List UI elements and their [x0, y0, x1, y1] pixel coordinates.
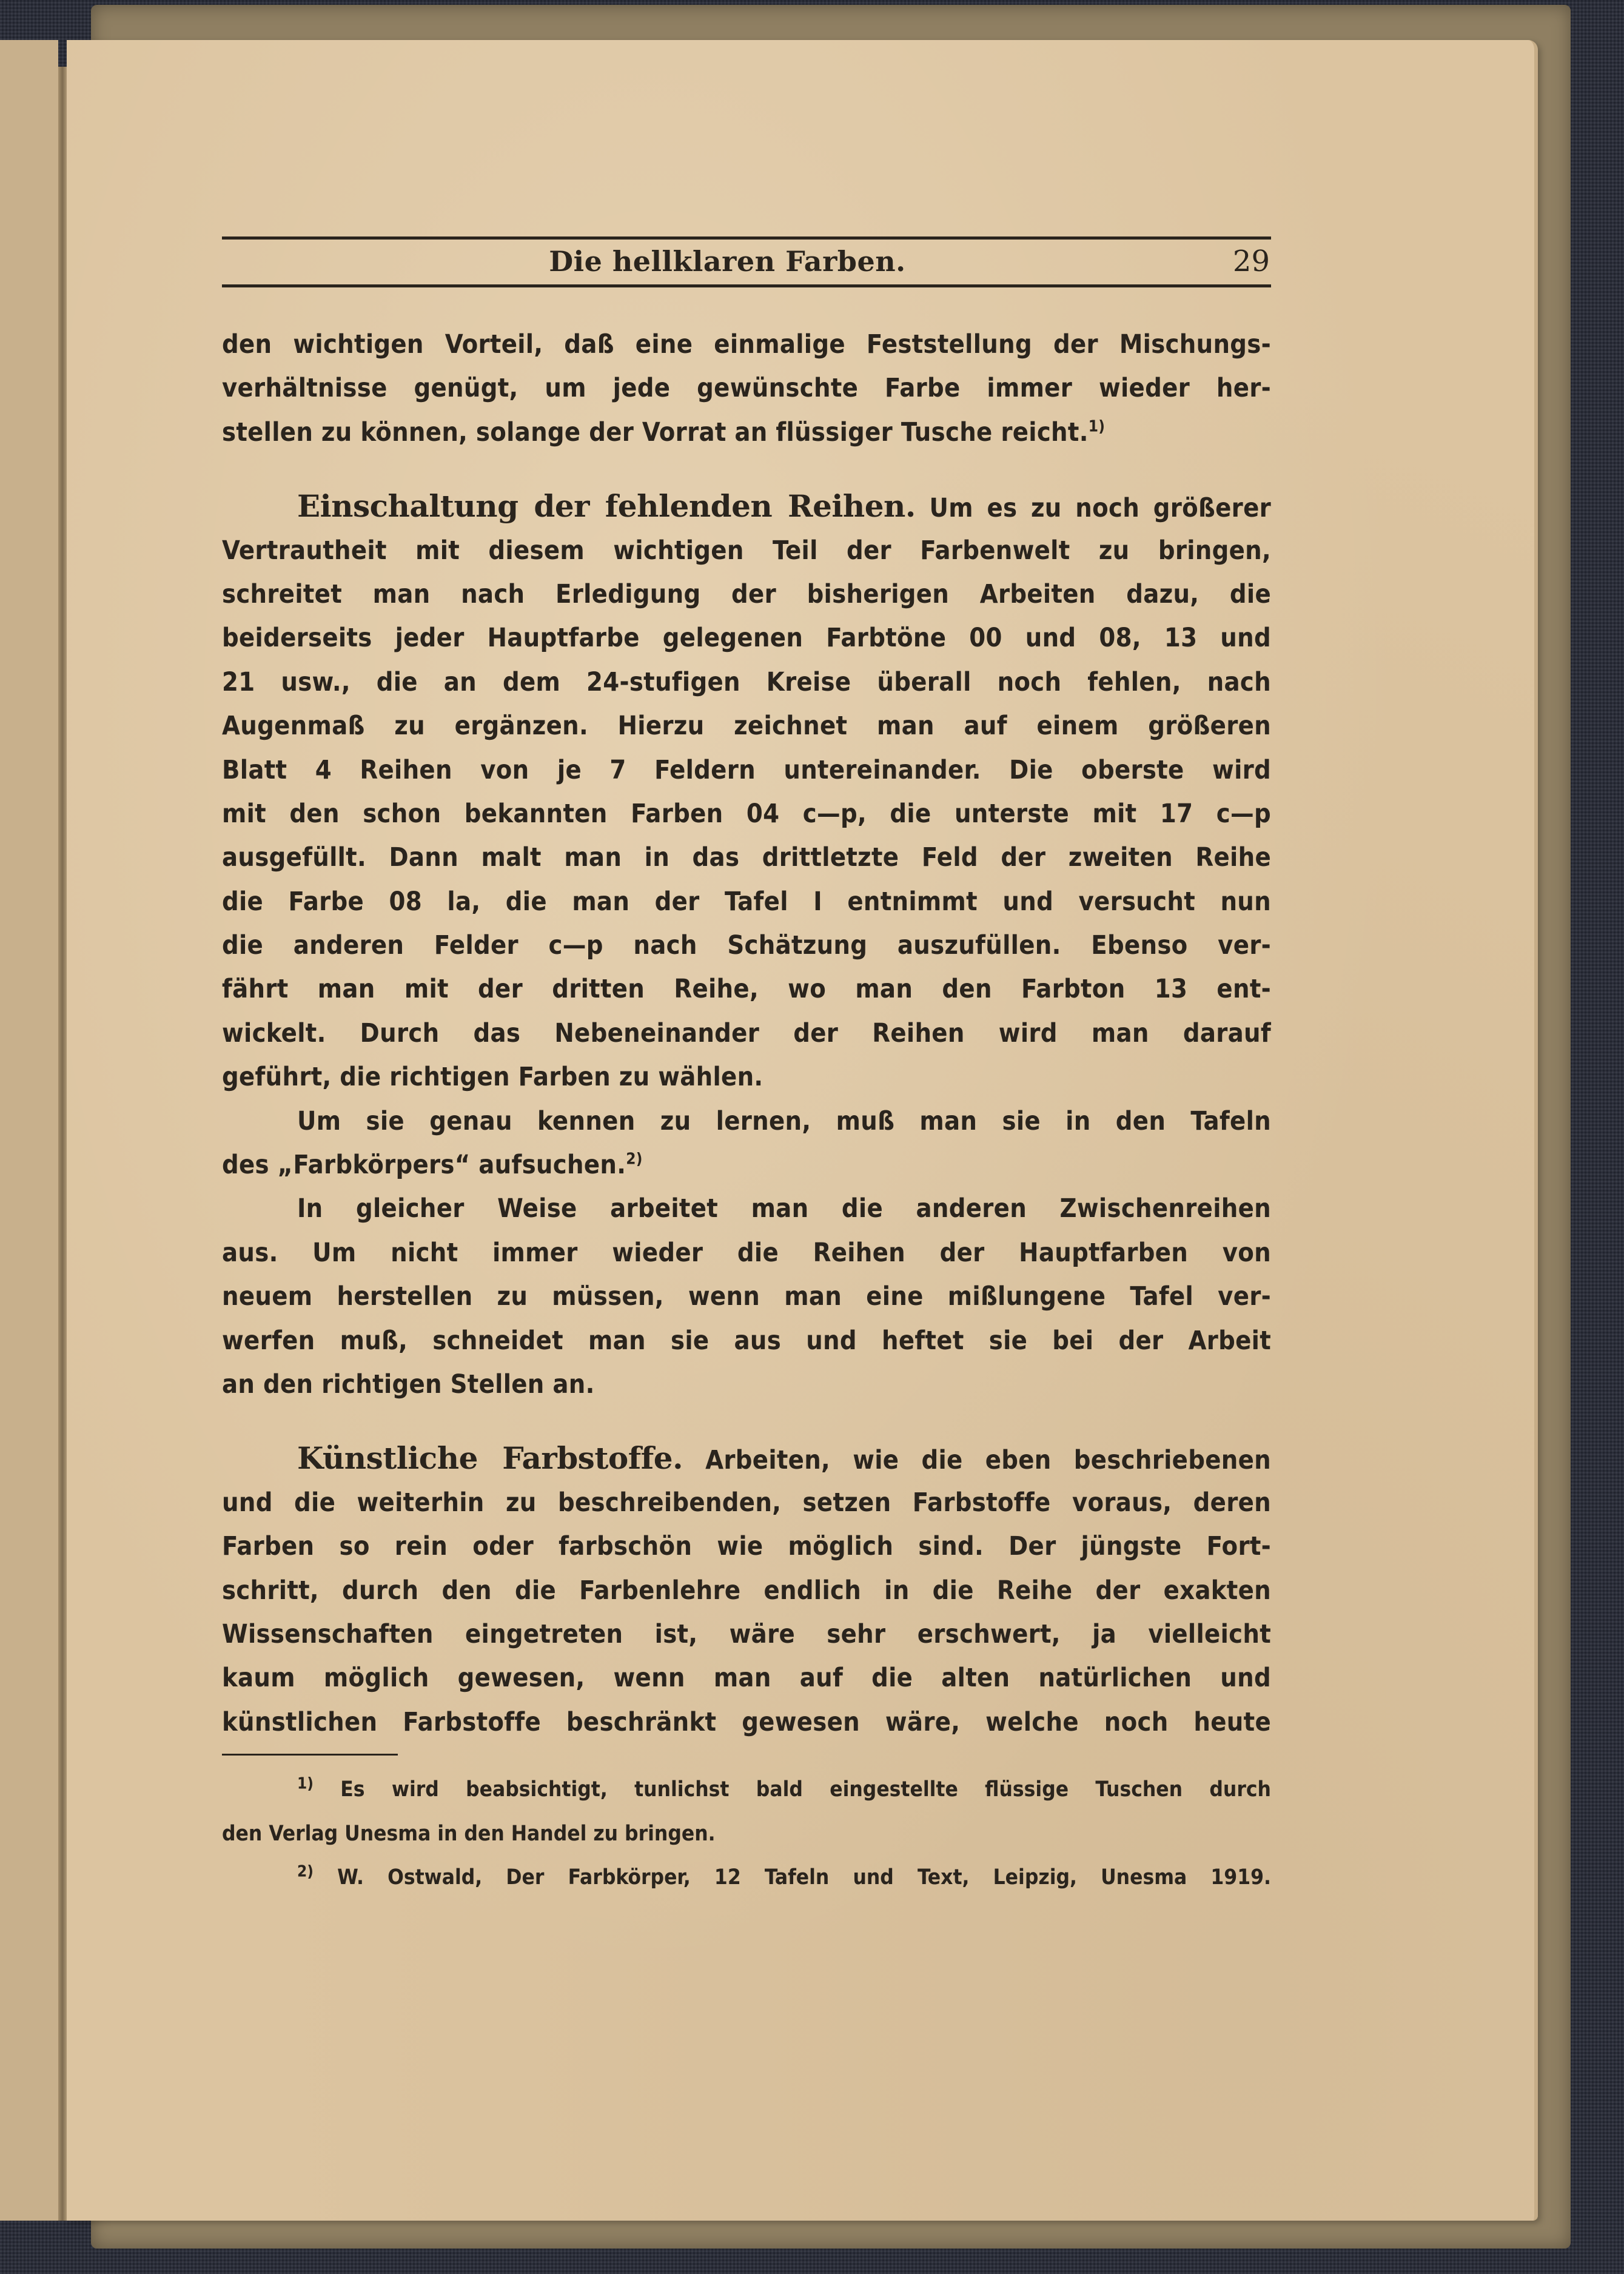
- text-line: mit den schon bekannten Farben 04 c—p, die unterste mit 17 c—p: [222, 798, 1271, 829]
- page-number: 29: [1232, 244, 1270, 278]
- section-first-line: [222, 1437, 1271, 1480]
- text-line: ausgefüllt. Dann malt man in das drittletzte Feld der zweiten Reihe: [222, 842, 1271, 873]
- text-line: beiderseits jeder Hauptfarbe gelegenen Farbtöne 00 und 08, 13 und: [222, 623, 1271, 654]
- text-line-content: des „Farbkörpers“ aufsuchen.: [222, 1150, 626, 1181]
- header-rule-bottom: [222, 284, 1271, 287]
- footnotes: [222, 1771, 1271, 1903]
- footnote-ref-2[interactable]: 2): [626, 1150, 643, 1169]
- text-line: Augenmaß zu ergänzen. Hierzu zeichnet man auf einem größeren: [222, 711, 1271, 742]
- paragraph-gap: [222, 1406, 1271, 1437]
- text-line: fährt man mit der dritten Reihe, wo man den Farbton 13 ent-: [222, 974, 1271, 1005]
- text-line: werfen muß, schneidet man sie aus und heftet sie bei der Arbeit: [222, 1325, 1271, 1356]
- text-line: geführt, die richtigen Farben zu wählen.: [222, 1062, 763, 1093]
- text-line: Um sie genau kennen zu lernen, muß man sie in den Tafeln: [297, 1105, 1271, 1136]
- book-gutter: [58, 67, 67, 2221]
- footnote-text: W. Ostwald, Der Farbkörper, 12 Tafeln und Text, Leipzig, Unesma 1919.: [337, 1865, 1271, 1890]
- footnote-1-continued: den Verlag Unesma in den Handel zu bringen.: [222, 1821, 716, 1846]
- text-line: wickelt. Durch das Nebeneinander der Reihen wird man darauf: [222, 1018, 1271, 1048]
- text-line: an den richtigen Stellen an.: [222, 1369, 595, 1400]
- text-line: schritt, durch den die Farbenlehre endlich in die Reihe der exakten: [222, 1575, 1271, 1606]
- section-first-line: [222, 485, 1271, 528]
- text-line-content: Arbeiten, wie die eben beschriebenen: [705, 1445, 1271, 1476]
- footnote-text: Es wird beabsichtigt, tunlichst bald eingestellte flüssige Tuschen durch: [340, 1777, 1271, 1802]
- body-text: [222, 323, 1271, 1744]
- footnote-separator: [222, 1754, 398, 1756]
- footnote-marker: 2): [297, 1862, 314, 1881]
- running-header: [222, 240, 1271, 284]
- text-line: schreitet man nach Erledigung der bisherigen Arbeiten dazu, die: [222, 579, 1271, 609]
- text-line: Blatt 4 Reihen von je 7 Feldern untereinander. Die oberste wird: [222, 754, 1271, 785]
- footnote-2: [222, 1859, 1271, 1903]
- facing-page-edge: [0, 40, 58, 2221]
- footnote-ref-1[interactable]: 1): [1088, 417, 1106, 436]
- text-line: und die weiterhin zu beschreibenden, setzen Farbstoffe voraus, deren: [222, 1487, 1271, 1518]
- text-line: [222, 411, 1271, 454]
- text-line: Vertrautheit mit diesem wichtigen Teil der Farbenwelt zu bringen,: [222, 535, 1271, 566]
- text-line: künstlichen Farbstoffe beschränkt gewesen wäre, welche noch heute: [222, 1706, 1271, 1737]
- text-line: neuem herstellen zu müssen, wenn man eine mißlungene Tafel ver-: [222, 1281, 1271, 1312]
- text-line: aus. Um nicht immer wieder die Reihen der Hauptfarben von: [222, 1237, 1271, 1268]
- paragraph-gap: [222, 454, 1271, 485]
- page-content: [222, 236, 1271, 1903]
- text-line: kaum möglich gewesen, wenn man auf die alten natürlichen und: [222, 1663, 1271, 1694]
- footnote-1: [222, 1771, 1271, 1815]
- running-title: Die hellklaren Farben.: [549, 245, 906, 278]
- text-line: In gleicher Weise arbeitet man die anderen Zwischenreihen: [297, 1193, 1271, 1224]
- text-line-content: Um es zu noch größerer: [929, 493, 1271, 524]
- text-line: 21 usw., die an dem 24-stufigen Kreise überall noch fehlen, nach: [222, 666, 1271, 697]
- text-line: den wichtigen Vorteil, daß eine einmalige Feststellung der Mischungs-: [222, 329, 1271, 360]
- text-line: Wissenschaften eingetreten ist, wäre sehr erschwert, ja vielleicht: [222, 1618, 1271, 1649]
- text-line: die anderen Felder c—p nach Schätzung auszufüllen. Ebenso ver-: [222, 930, 1271, 961]
- text-line: die Farbe 08 la, die man der Tafel I entnimmt und versucht nun: [222, 886, 1271, 917]
- text-line: verhältnisse genügt, um jede gewünschte Farbe immer wieder her-: [222, 373, 1271, 404]
- section-heading-kuenstliche-farbstoffe: Künstliche Farbstoffe.: [297, 1440, 683, 1477]
- text-line: [222, 1143, 1271, 1187]
- footnote-marker: 1): [297, 1774, 314, 1793]
- text-line: Farben so rein oder farbschön wie möglich sind. Der jüngste Fort-: [222, 1531, 1271, 1562]
- section-heading-einschaltung: Einschaltung der fehlenden Reihen.: [297, 488, 916, 525]
- text-line-content: stellen zu können, solange der Vorrat an flüssiger Tusche reicht.: [222, 417, 1089, 448]
